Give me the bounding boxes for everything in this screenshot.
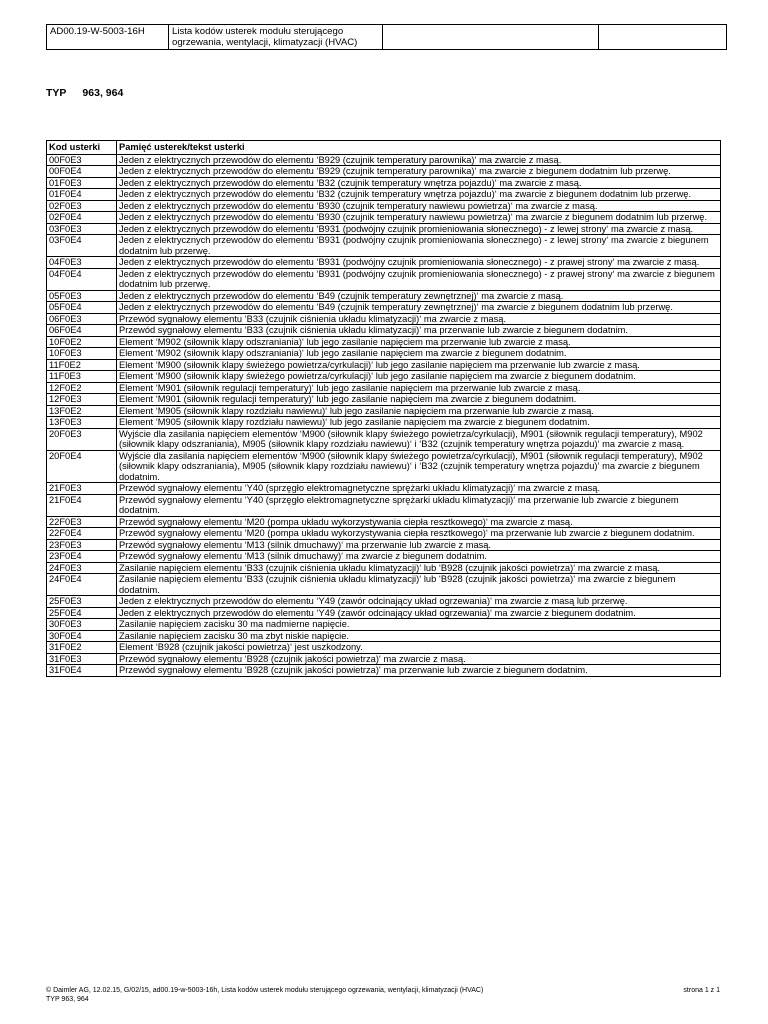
fault-description: Jeden z elektrycznych przewodów do elementu ‘B931 (podwójny czujnik promieniowania słonecznego) - z lewej strony‘ ma zwarcie z masą. (117, 223, 721, 235)
table-row (47, 359, 721, 371)
document-id: AD00.19-W-5003-16H (47, 25, 169, 50)
table-row (47, 417, 721, 429)
table-row (47, 325, 721, 337)
fault-description: Element ‘M900 (siłownik klapy świeżego powietrza/cyrkulacji)‘ lub jego zasilanie napięciem ma zwarcie z biegunem dodatnim. (117, 371, 721, 383)
document-header (46, 24, 727, 50)
fault-code-rows (47, 154, 721, 676)
fault-code: 10F0E2 (47, 336, 117, 348)
table-row (47, 177, 721, 189)
fault-description: Element ‘M902 (siłownik klapy odszraniania)‘ lub jego zasilanie napięciem ma zwarcie z biegunem dodatnim. (117, 348, 721, 360)
table-header-row (47, 141, 721, 155)
fault-code: 11F0E3 (47, 371, 117, 383)
fault-code: 06F0E3 (47, 313, 117, 325)
table-row (47, 665, 721, 677)
fault-description: Przewód sygnałowy elementu ‘B928 (czujnik jakości powietrza)‘ ma przerwanie lub zwarcie z biegunem dodatnim. (117, 665, 721, 677)
fault-description: Przewód sygnałowy elementu ‘B33 (czujnik ciśnienia układu klimatyzacji)‘ ma przerwanie lub zwarcie z biegunem dodatnim. (117, 325, 721, 337)
table-row (47, 394, 721, 406)
fault-code: 25F0E3 (47, 596, 117, 608)
fault-code: 04F0E4 (47, 268, 117, 290)
table-row (47, 494, 721, 516)
fault-code: 12F0E3 (47, 394, 117, 406)
fault-description: Jeden z elektrycznych przewodów do elementu ‘B929 (czujnik temperatury parownika)‘ ma zwarcie z biegunem dodatnim lub przerwę. (117, 166, 721, 178)
fault-code: 21F0E4 (47, 494, 117, 516)
fault-description: Przewód sygnałowy elementu ‘M20 (pompa układu wykorzystywania ciepła resztkowego)‘ ma zwarcie z masą. (117, 516, 721, 528)
table-row (47, 336, 721, 348)
table-row (47, 290, 721, 302)
page-footer (46, 986, 720, 1004)
table-row (47, 235, 721, 257)
fault-description: Jeden z elektrycznych przewodów do elementu ‘B931 (podwójny czujnik promieniowania słonecznego) - z prawej strony‘ ma zwarcie z masą. (117, 257, 721, 269)
fault-code: 25F0E4 (47, 607, 117, 619)
fault-code-table (46, 140, 721, 677)
fault-code: 20F0E4 (47, 450, 117, 483)
table-row (47, 348, 721, 360)
table-row (47, 653, 721, 665)
table-row (47, 574, 721, 596)
fault-code: 01F0E3 (47, 177, 117, 189)
fault-code: 02F0E3 (47, 200, 117, 212)
table-row (47, 516, 721, 528)
fault-code: 22F0E4 (47, 528, 117, 540)
fault-description: Element ‘M901 (siłownik regulacji temperatury)‘ lub jego zasilanie napięciem ma zwarcie z biegunem dodatnim. (117, 394, 721, 406)
table-row (47, 257, 721, 269)
table-row (47, 382, 721, 394)
table-row (47, 619, 721, 631)
fault-code: 11F0E2 (47, 359, 117, 371)
fault-code: 31F0E2 (47, 642, 117, 654)
fault-description: Element ‘M901 (siłownik regulacji temperatury)‘ lub jego zasilanie napięciem ma przerwanie lub zwarcie z masą. (117, 382, 721, 394)
fault-description: Zasilanie napięciem zacisku 30 ma nadmierne napięcie. (117, 619, 721, 631)
fault-code: 13F0E2 (47, 405, 117, 417)
fault-code: 20F0E3 (47, 428, 117, 450)
table-row (47, 189, 721, 201)
fault-code: 30F0E4 (47, 630, 117, 642)
fault-code: 12F0E2 (47, 382, 117, 394)
page-number: strona 1 z 1 (683, 987, 720, 994)
fault-description: Zasilanie napięciem elementu ‘B33 (czujnik ciśnienia układu klimatyzacji)‘ lub ‘B928 (czujnik jakości powietrza)‘ ma zwarcie z masą. (117, 562, 721, 574)
fault-description: Przewód sygnałowy elementu ‘M13 (silnik dmuchawy)‘ ma zwarcie z biegunem dodatnim. (117, 551, 721, 563)
fault-description: Przewód sygnałowy elementu ‘Y40 (sprzęgło elektromagnetyczne sprężarki układu klimatyzacji)‘ ma zwarcie z masą. (117, 483, 721, 495)
fault-description: Element ‘M905 (siłownik klapy rozdziału nawiewu)‘ lub jego zasilanie napięciem ma przerwanie lub zwarcie z masą. (117, 405, 721, 417)
fault-code: 24F0E4 (47, 574, 117, 596)
fault-description: Zasilanie napięciem zacisku 30 ma zbyt niskie napięcie. (117, 630, 721, 642)
fault-code: 10F0E3 (47, 348, 117, 360)
footer-type: TYP 963, 964 (46, 996, 89, 1003)
vehicle-type-value: 963, 964 (82, 87, 124, 99)
fault-description: Jeden z elektrycznych przewodów do elementu ‘B32 (czujnik temperatury wnętrza pojazdu)‘ ma zwarcie z biegunem dodatnim lub przerwę. (117, 189, 721, 201)
fault-description: Zasilanie napięciem elementu ‘B33 (czujnik ciśnienia układu klimatyzacji)‘ lub ‘B928 (czujnik jakości powietrza)‘ ma zwarcie z biegunem dodatnim. (117, 574, 721, 596)
fault-description: Wyjście dla zasilania napięciem elementów ‘M900 (siłownik klapy świeżego powietrza/cyrkulacji), M901 (siłownik regulacji temperatury), M902 (siłownik klapy odszraniania), M905 (siłownik klapy rozdziału nawiewu)‘ i ‘B32 (czujnik temperatury wnętrza pojazdu)‘ ma zwarcie z masą. (117, 428, 721, 450)
table-row (47, 483, 721, 495)
fault-code: 21F0E3 (47, 483, 117, 495)
table-row (47, 200, 721, 212)
fault-description: Jeden z elektrycznych przewodów do elementu ‘B931 (podwójny czujnik promieniowania słonecznego) - z prawej strony‘ ma zwarcie z biegunem dodatnim lub przerwę. (117, 268, 721, 290)
table-row (47, 302, 721, 314)
fault-description: Jeden z elektrycznych przewodów do elementu ‘B32 (czujnik temperatury wnętrza pojazdu)‘ ma zwarcie z masą. (117, 177, 721, 189)
vehicle-type-label: TYP (46, 87, 67, 99)
table-row (47, 223, 721, 235)
fault-code: 05F0E4 (47, 302, 117, 314)
fault-description: Przewód sygnałowy elementu ‘M13 (silnik dmuchawy)‘ ma przerwanie lub zwarcie z masą. (117, 539, 721, 551)
table-row (47, 313, 721, 325)
table-row (47, 596, 721, 608)
fault-code: 03F0E3 (47, 223, 117, 235)
fault-description: Element ‘M902 (siłownik klapy odszraniania)‘ lub jego zasilanie napięciem ma przerwanie lub zwarcie z masą. (117, 336, 721, 348)
table-row (47, 528, 721, 540)
header-empty-cell (599, 25, 727, 50)
fault-description: Przewód sygnałowy elementu ‘B33 (czujnik ciśnienia układu klimatyzacji)‘ ma zwarcie z masą. (117, 313, 721, 325)
fault-code: 23F0E3 (47, 539, 117, 551)
fault-description: Przewód sygnałowy elementu ‘M20 (pompa układu wykorzystywania ciepła resztkowego)‘ ma przerwanie lub zwarcie z biegunem dodatnim. (117, 528, 721, 540)
fault-description: Element ‘M900 (siłownik klapy świeżego powietrza/cyrkulacji)‘ lub jego zasilanie napięciem ma przerwanie lub zwarcie z masą. (117, 359, 721, 371)
fault-code: 00F0E3 (47, 154, 117, 166)
fault-description: Element ‘B928 (czujnik jakości powietrza)‘ jest uszkodzony. (117, 642, 721, 654)
table-row (47, 551, 721, 563)
table-row (47, 607, 721, 619)
table-row (47, 405, 721, 417)
fault-description: Jeden z elektrycznych przewodów do elementu ‘B49 (czujnik temperatury zewnętrznej)‘ ma zwarcie z masą. (117, 290, 721, 302)
table-row (47, 539, 721, 551)
footer-copyright: © Daimler AG, 12.02.15, G/02/15, ad00.19-w-5003-16h, Lista kodów usterek modułu sterującego ogrzewania, wentylacji, klimatyzacji (HVAC) (46, 987, 484, 994)
table-row (47, 166, 721, 178)
fault-code: 06F0E4 (47, 325, 117, 337)
fault-code: 13F0E3 (47, 417, 117, 429)
fault-description: Jeden z elektrycznych przewodów do elementu ‘B931 (podwójny czujnik promieniowania słonecznego) - z lewej strony‘ ma zwarcie z biegunem dodatnim lub przerwę. (117, 235, 721, 257)
fault-description: Jeden z elektrycznych przewodów do elementu ‘B930 (czujnik temperatury nawiewu powietrza)‘ ma zwarcie z masą. (117, 200, 721, 212)
fault-description: Wyjście dla zasilania napięciem elementów ‘M900 (siłownik klapy świeżego powietrza/cyrkulacji), M901 (siłownik regulacji temperatury), M902 (siłownik klapy odszraniania), M905 (siłownik klapy rozdziału nawiewu)‘ i ‘B32 (czujnik temperatury wnętrza pojazdu)‘ ma zwarcie z biegunem dodatnim. (117, 450, 721, 483)
column-header-text: Pamięć usterek/tekst usterki (117, 141, 721, 155)
fault-description: Jeden z elektrycznych przewodów do elementu ‘Y49 (zawór odcinający układ ogrzewania)‘ ma zwarcie z biegunem dodatnim. (117, 607, 721, 619)
column-header-code: Kod usterki (47, 141, 117, 155)
fault-description: Przewód sygnałowy elementu ‘B928 (czujnik jakości powietrza)‘ ma zwarcie z masą. (117, 653, 721, 665)
vehicle-type (46, 87, 123, 99)
fault-code: 31F0E4 (47, 665, 117, 677)
fault-code: 00F0E4 (47, 166, 117, 178)
table-row (47, 562, 721, 574)
fault-description: Jeden z elektrycznych przewodów do elementu ‘Y49 (zawór odcinający układ ogrzewania)‘ ma zwarcie z masą lub przerwę. (117, 596, 721, 608)
fault-code: 23F0E4 (47, 551, 117, 563)
table-row (47, 371, 721, 383)
table-row (47, 642, 721, 654)
fault-description: Jeden z elektrycznych przewodów do elementu ‘B929 (czujnik temperatury parownika)‘ ma zwarcie z masą. (117, 154, 721, 166)
fault-code: 03F0E4 (47, 235, 117, 257)
fault-code: 01F0E4 (47, 189, 117, 201)
table-row (47, 428, 721, 450)
fault-code: 22F0E3 (47, 516, 117, 528)
document-title: Lista kodów usterek modułu sterującego ogrzewania, wentylacji, klimatyzacji (HVAC) (169, 25, 383, 50)
table-row (47, 268, 721, 290)
fault-description: Jeden z elektrycznych przewodów do elementu ‘B49 (czujnik temperatury zewnętrznej)‘ ma zwarcie z biegunem dodatnim lub przerwę. (117, 302, 721, 314)
table-row (47, 630, 721, 642)
fault-code: 04F0E3 (47, 257, 117, 269)
header-empty-cell (383, 25, 599, 50)
fault-code: 31F0E3 (47, 653, 117, 665)
table-row (47, 212, 721, 224)
fault-code: 24F0E3 (47, 562, 117, 574)
fault-code: 30F0E3 (47, 619, 117, 631)
fault-code: 02F0E4 (47, 212, 117, 224)
fault-description: Przewód sygnałowy elementu ‘Y40 (sprzęgło elektromagnetyczne sprężarki układu klimatyzacji)‘ ma przerwanie lub zwarcie z biegunem dodatnim. (117, 494, 721, 516)
table-row (47, 450, 721, 483)
fault-description: Jeden z elektrycznych przewodów do elementu ‘B930 (czujnik temperatury nawiewu powietrza)‘ ma zwarcie z biegunem dodatnim lub przerwę. (117, 212, 721, 224)
fault-code: 05F0E3 (47, 290, 117, 302)
table-row (47, 154, 721, 166)
fault-description: Element ‘M905 (siłownik klapy rozdziału nawiewu)‘ lub jego zasilanie napięciem ma zwarcie z biegunem dodatnim. (117, 417, 721, 429)
